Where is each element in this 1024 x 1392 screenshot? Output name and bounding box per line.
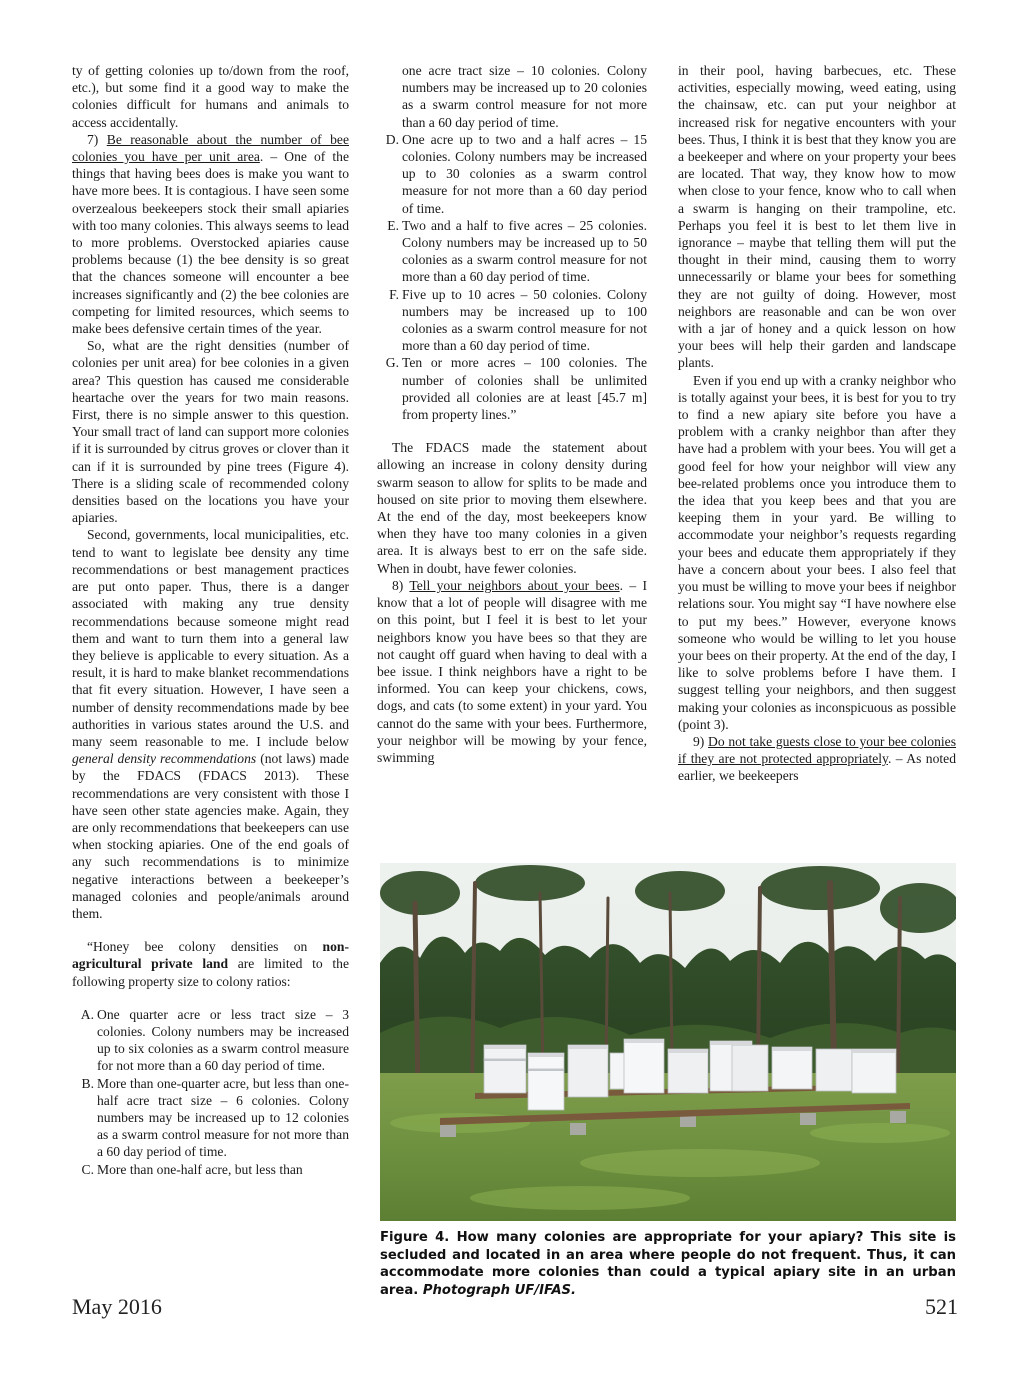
point-heading: Do not take guests close to your bee colonies if they are not protected appropriately — [678, 733, 956, 767]
paragraph: ty of getting colonies up to/down from the roof, etc.), but some find it a good way to make the colonies difficult for humans and animals to access accidentally. — [72, 63, 349, 130]
list-item — [72, 1161, 349, 1178]
list-text: More than one-half acre, but less than — [97, 1161, 303, 1177]
paragraph-point-9 — [678, 733, 956, 785]
figure-caption — [380, 1229, 956, 1299]
paragraph: The FDACS made the statement about allowing an increase in colony density during swarm season to allow for splits to be made and housed on site prior to moving them elsewhere. At the end of the day, most beekeepers know when they have too many colonies in a given area. It is always best to err on the safe side. When in doubt, have fewer colonies. — [377, 440, 647, 576]
emphasis-text: general density recommendations — [72, 751, 257, 767]
quote-text: are limited to the following property size to colony ratios: — [72, 956, 349, 989]
list-item — [377, 354, 647, 423]
list-label: C. — [81, 1161, 94, 1177]
paragraph-text: Second, governments, local municipalities, etc. tend to want to legislate bee density any time recommendations or best management practices are put onto paper. Thus, there is a danger associated with making any true density recommendations because someone might read them and want to turn them into a general law they believe is applicable to every situation. As a result, it is hard to make blanket recommendations that fit every situation. However, I have seen a number of density recommendations made by bee authorities in various states around the U.S. and many seem reasonable to me. I include below — [72, 527, 349, 749]
issue-date: May 2016 — [72, 1294, 162, 1319]
list-text: Five up to 10 acres – 50 colonies. Colony numbers may be increased up to 100 colonies as a swarm control measure for not more than a 60 day period of time. — [402, 286, 647, 354]
paragraph-text: . – As noted earlier, we beekeepers — [678, 751, 956, 784]
apiary-photo — [380, 863, 956, 1221]
list-label: E. — [387, 217, 399, 233]
list-text: Ten or more acres – 100 colonies. The number of colonies shall be unlimited provided all colonies are at least [45.7 m] from property lines.” — [402, 355, 647, 423]
point-number: 9) — [693, 733, 709, 749]
quote-text: “Honey bee colony densities on — [87, 939, 323, 955]
point-heading: Tell your neighbors about your bees — [409, 577, 620, 593]
list-text: Two and a half to five acres – 25 colonies. Colony numbers may be increased up to 50 colonies as a swarm control measure for not more than a 60 day period of time. — [402, 217, 647, 285]
list-item — [377, 62, 647, 131]
paragraph-text: . – I know that a lot of people will disagree with me on this point, but I feel it is best to let your neighbors know you have bees so that they are not caught off guard when having to deal with a bee issue. I think neighbors have a right to be informed. You can keep your chickens, cows, dogs, and cats (to some extent) in your yard. You cannot do the same with your bees. Furthermore, your neighbor will be mowing by your fence, swimming — [377, 577, 647, 765]
text-column-1 — [72, 62, 349, 1178]
paragraph-point-8 — [377, 577, 647, 766]
list-item — [377, 286, 647, 355]
list-label: A. — [80, 1006, 94, 1022]
paragraph-text: . – One of the things that having bees does is make you want to have more bees. It is contagious. I have seen some overzealous beekeepers stock their small apiaries with too many colonies. This always seems to lead to more problems. Overstocked apiaries cause problems because (1) the bee density is so great that the chances someone will encounter a bee increases significantly and (2) the bee colonies are competing for limited resources, which seems to make bees defensive certain times of the year. — [72, 149, 349, 337]
paragraph-text: (not laws) made by the FDACS (FDACS 2013). These recommendations are very consistent with those I have seen other state agencies make. Again, they are only recommendations that beekeepers can use when stocking apiaries. One of the end goals of any such recommendations is to minimize negative interactions between a beekeeper’s managed colonies and people/animals around them. — [72, 751, 349, 921]
quote-paragraph — [72, 938, 349, 990]
list-item — [72, 1075, 349, 1161]
list-label — [377, 62, 402, 131]
list-label: F. — [389, 286, 399, 302]
list-item — [72, 1006, 349, 1075]
bold-text: non-agricultural private land — [72, 939, 349, 972]
page-number: 521 — [925, 1294, 958, 1319]
list-label: D. — [385, 131, 399, 147]
text-column-2 — [377, 62, 647, 766]
list-label: G. — [385, 355, 399, 371]
paragraph: Even if you end up with a cranky neighbor who is totally against your bees, it is best for you to try to find a new apiary site before you have a problem with a cranky neighbor than after they have had a problem with your bees. You will get a good feel for how your neighbor will view any bee-related problems once you introduce them to the idea that you keep bees and that you are keeping them in your yard. Be willing to accommodate your neighbor’s requests regarding your bees and educate them appropriately if they have a concern about your bees. I also feel that you must be willing to move your bees if neighbor relations sour. You might say “I have nowhere else to put my bees.” However, everyone knows someone who would be willing to let you house your bees on their property. At the end of the day, I like to solve problems before I have them. I suggest telling your neighbors, and then suggest making your colonies as inconspicuous as possible (point 3). — [678, 372, 956, 732]
text-column-3 — [678, 62, 956, 785]
list-text: one acre tract size – 10 colonies. Colony numbers may be increased up to 20 colonies as a swarm control measure for not more than a 60 day period of time. — [402, 63, 647, 130]
point-heading: Be reasonable about the number of bee colonies you have per unit area — [72, 131, 349, 165]
paragraph: So, what are the right densities (number of colonies per unit area) for bee colonies in a given area? This question has caused me considerable heartache over the years for two main reasons. First, there is no simple answer to this question. Your small tract of land can support more colonies if it is surrounded by citrus groves or clover than it can if it is surrounded by pine trees (Figure 4). There is a sliding scale of recommended colony densities based on the locations you have your apiaries. — [72, 338, 349, 526]
list-label: B. — [81, 1075, 94, 1091]
list-text: More than one-quarter acre, but less than one-half acre tract size – 6 colonies. Colony numbers may be increased up to 12 colonies as a swarm control measure for not more than a 60 day period of time. — [97, 1075, 349, 1160]
list-text: One acre up to two and a half acres – 15 colonies. Colony numbers may be increased up to 30 colonies as a swarm control measure for not more than a 60 day period of time. — [402, 131, 647, 216]
caption-text: Figure 4. How many colonies are appropriate for your apiary? This site is secluded and located in an area where people do not frequent. Thus, it can accommodate more colonies than could a typical apiary site in an urban area. — [380, 1230, 956, 1298]
point-number: 8) — [392, 577, 410, 593]
paragraph-point-7 — [72, 131, 349, 337]
point-number: 7) — [87, 131, 107, 147]
list-text: One quarter acre or less tract size – 3 colonies. Colony numbers may be increased up to six colonies as a swarm control measure for not more than a 60 day period of time. — [97, 1006, 349, 1074]
paragraph — [72, 526, 349, 922]
paragraph: in their pool, having barbecues, etc. These activities, especially mowing, weed eating, using the chainsaw, etc. can put your neighbor at increased risk for negative encounters with your bees. Thus, I think it is best that they know you are a beekeeper and where on your property your bees are located. That way, they know how to mow when close to your fence, know who to call when a swarm is hanging on their trampoline, etc. Perhaps you feel it is best to let them live in ignorance – maybe that telling them will put the thought in their mind, causing them to worry unnecessarily or blame your bees for something they are not guilty of doing. However, most neighbors are reasonable and can be won over with a jar of honey and a quick lesson on how your bees will help their garden and landscape plants. — [678, 63, 956, 371]
list-item — [377, 217, 647, 286]
list-item — [377, 131, 647, 217]
photo-credit: Photograph UF/IFAS. — [422, 1282, 577, 1298]
